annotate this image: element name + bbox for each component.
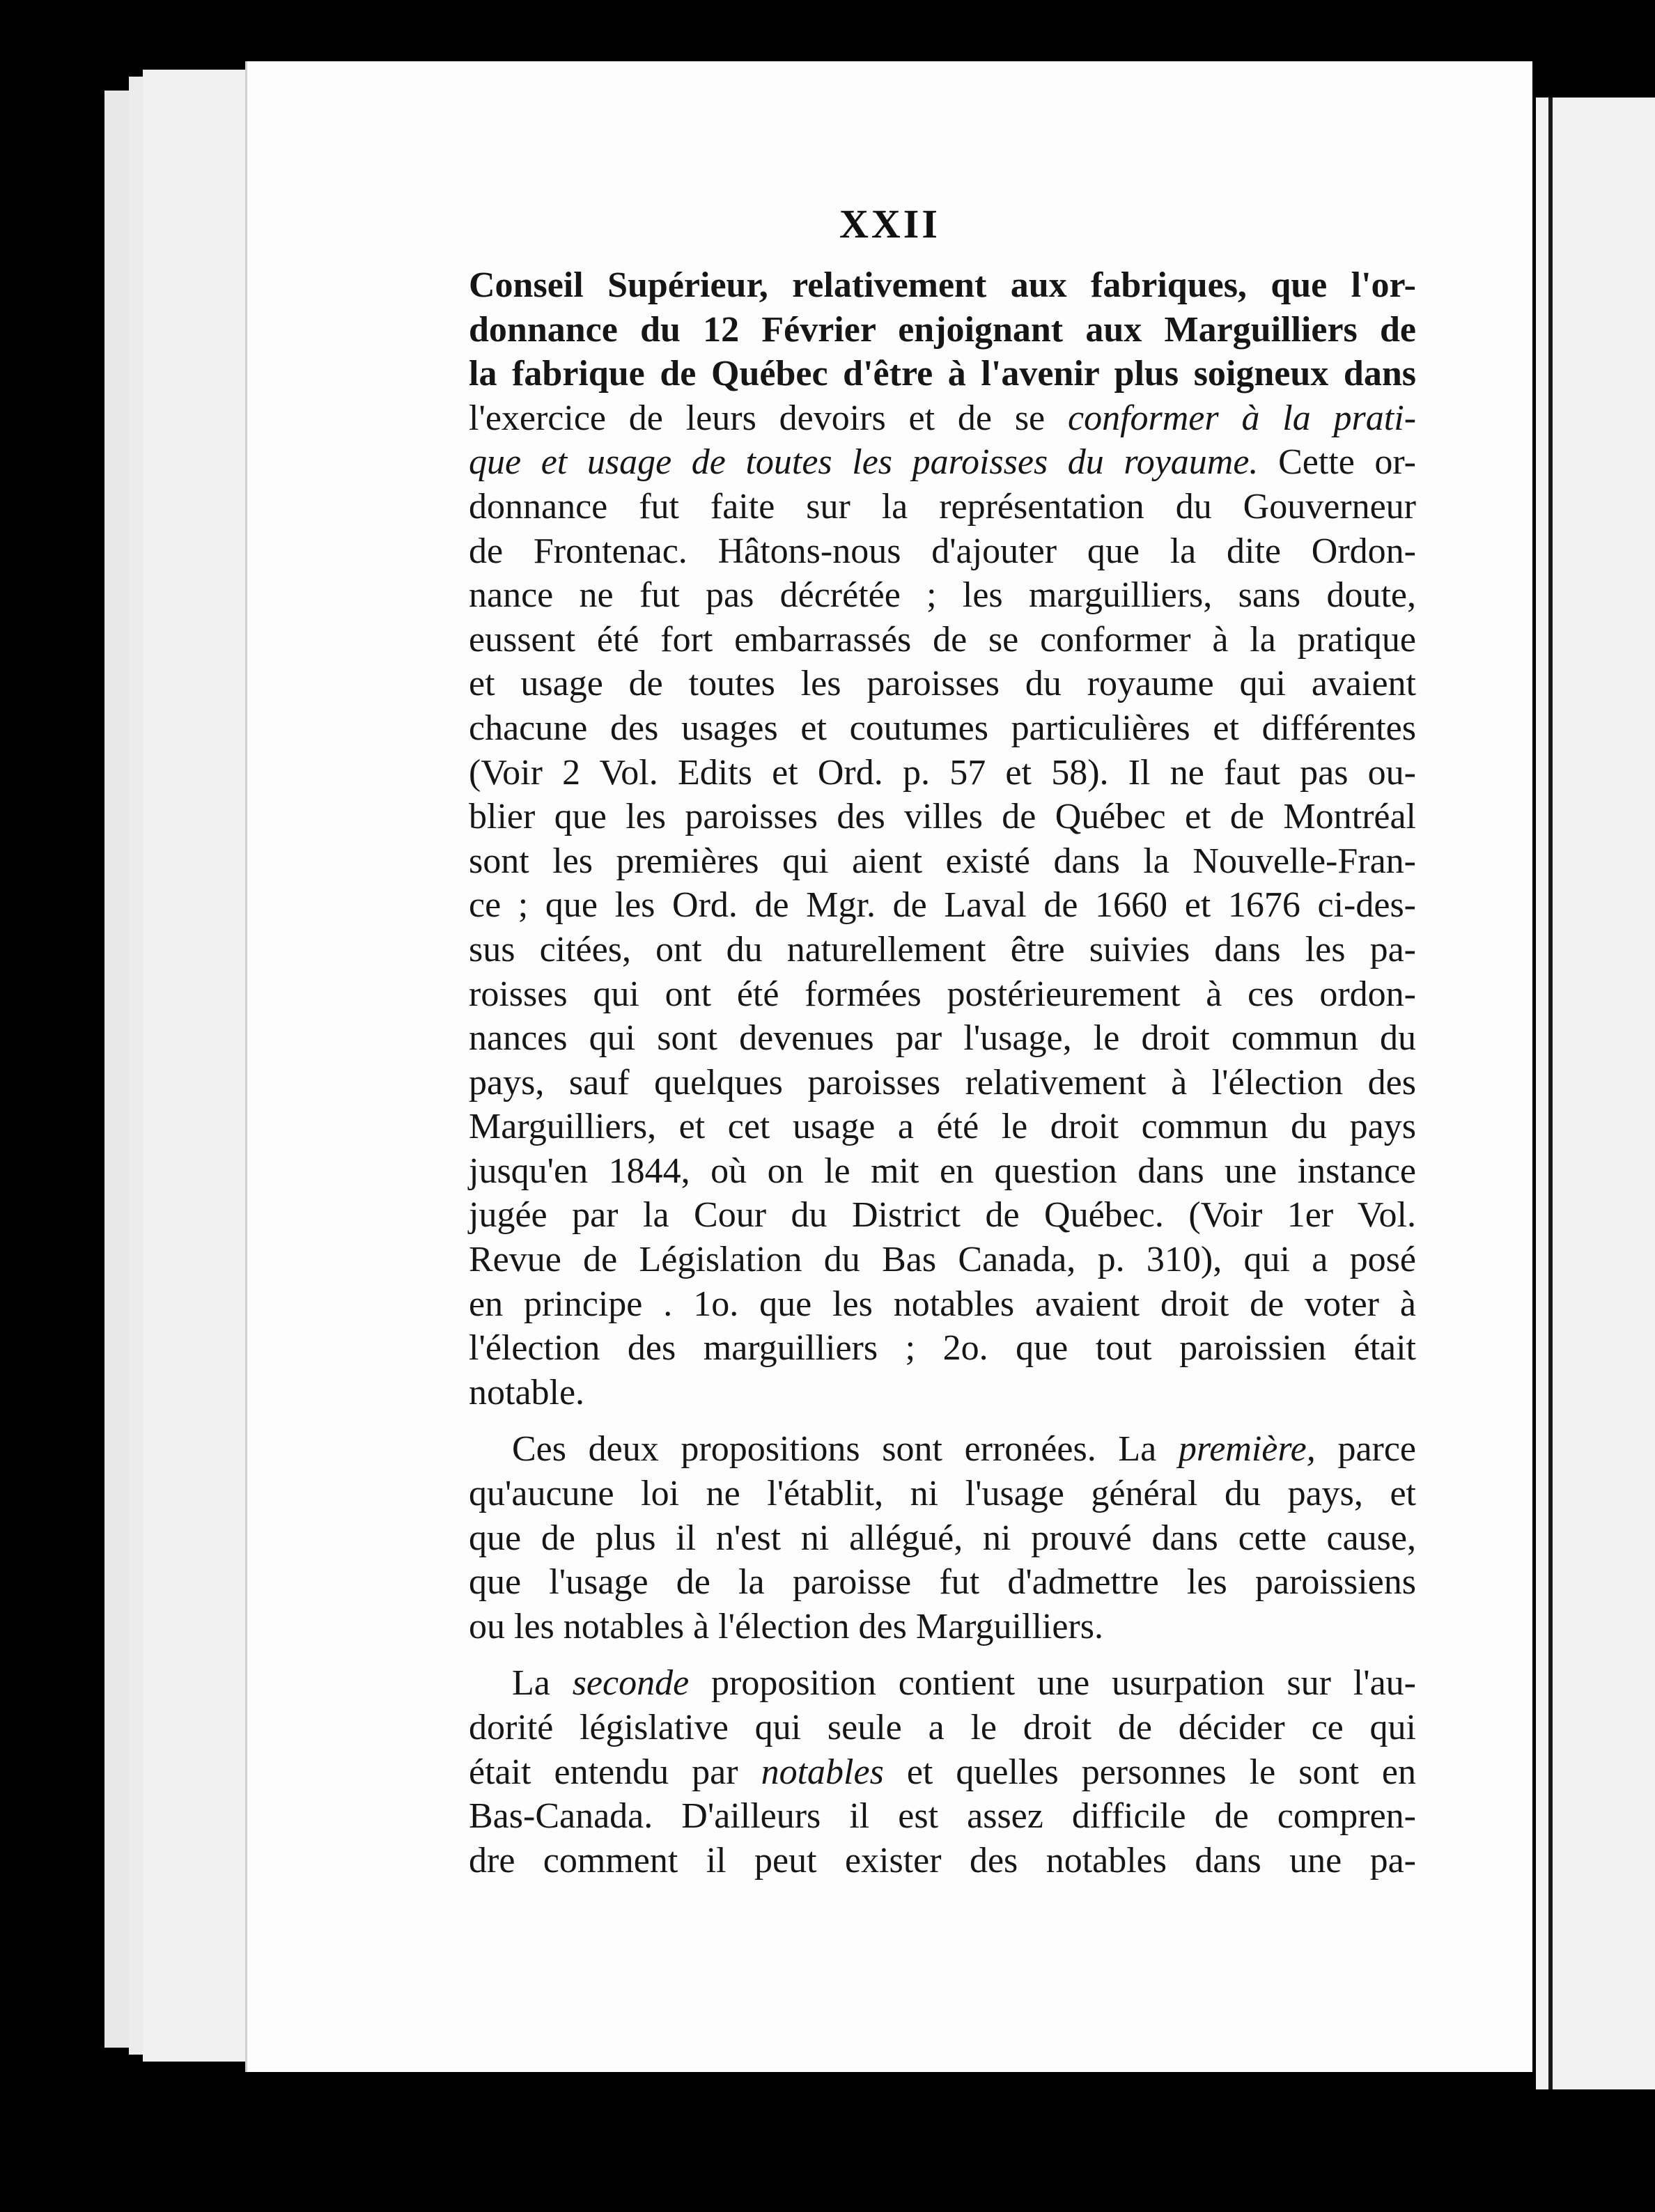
- italic-run: que et usage de toutes les paroisses du royaume.: [469, 442, 1259, 483]
- text-run: Ces deux propositions sont erronées. La: [512, 1429, 1157, 1470]
- text-line: ce ; que les Ord. de Mgr. de Laval de 1660 et 1676 ci-des-: [469, 885, 1416, 926]
- text-line: que l'usage de la paroisse fut d'admettre les paroissiens: [469, 1562, 1416, 1603]
- italic-run: première,: [1178, 1429, 1316, 1470]
- text-line: nance ne fut pas décrétée ; les marguilliers, sans doute,: [469, 575, 1416, 616]
- text-line: sus citées, ont du naturellement être suivies dans les pa-: [469, 929, 1416, 969]
- text-line: ou les notables à l'élection des Marguilliers.: [469, 1606, 1103, 1646]
- text-line: [469, 1750, 1416, 1795]
- text-line: notable.: [469, 1372, 585, 1412]
- text-line: donnance fut faite sur la représentation du Gouverneur: [469, 486, 1416, 527]
- text-line: sont les premières qui aient existé dans la Nouvelle-Fran-: [469, 841, 1416, 881]
- text-line: dorité législative qui seule a le droit de décider ce qui: [469, 1708, 1416, 1747]
- text-line: [469, 440, 1416, 485]
- text-line: [469, 1427, 1416, 1472]
- text-line: l'élection des marguilliers ; 2o. que tout paroissien était: [469, 1328, 1416, 1369]
- binding-crease: [1548, 98, 1553, 2089]
- text-line: dre comment il peut exister des notables dans une pa-: [469, 1840, 1416, 1880]
- text-line: (Voir 2 Vol. Edits et Ord. p. 57 et 58). Il ne faut pas ou-: [469, 752, 1416, 793]
- text-line: [469, 396, 1416, 441]
- facing-page-edge: [1536, 98, 1655, 2089]
- text-run: était entendu par: [469, 1752, 738, 1792]
- text-line: qu'aucune loi ne l'établit, ni l'usage général du pays, et: [469, 1474, 1416, 1514]
- text-run: proposition contient une usurpation sur l'au-: [711, 1663, 1416, 1704]
- text-run: l'exercice de leurs devoirs et de se: [469, 398, 1046, 438]
- italic-run: seconde: [572, 1663, 690, 1704]
- text-line: la fabrique de Québec d'être à l'avenir plus soigneux dans: [469, 354, 1416, 394]
- text-run: Cette or-: [1278, 442, 1417, 483]
- text-line: blier que les paroisses des villes de Québec et de Montréal: [469, 797, 1416, 837]
- text-line: jugée par la Cour du District de Québec. (Voir 1er Vol.: [469, 1195, 1416, 1236]
- paragraph: [469, 1427, 1416, 1649]
- text-line: Marguilliers, et cet usage a été le droit commun du pays: [469, 1107, 1416, 1147]
- text-line: en principe . 1o. que les notables avaient droit de voter à: [469, 1284, 1416, 1324]
- italic-run: notables: [761, 1752, 884, 1792]
- text-line: nances qui sont devenues par l'usage, le droit commun du: [469, 1018, 1416, 1059]
- text-run: et quelles personnes le sont en: [906, 1752, 1417, 1792]
- page-number: XXII: [839, 201, 940, 247]
- text-line: et usage de toutes les paroisses du royaume qui avaient: [469, 664, 1416, 704]
- page-text: [469, 263, 1416, 1883]
- text-line: Bas-Canada. D'ailleurs il est assez difficile de compren-: [469, 1796, 1416, 1837]
- text-line: donnance du 12 Février enjoignant aux Marguilliers de: [469, 309, 1416, 350]
- text-line: de Frontenac. Hâtons-nous d'ajouter que la dite Ordon-: [469, 531, 1416, 571]
- text-line: jusqu'en 1844, où on le mit en question dans une instance: [469, 1151, 1416, 1191]
- text-line: que de plus il n'est ni allégué, ni prouvé dans cette cause,: [469, 1518, 1416, 1558]
- text-run: La: [512, 1663, 550, 1704]
- text-run: parce: [1337, 1429, 1417, 1470]
- text-line: [469, 1661, 1416, 1706]
- book-page: [247, 61, 1532, 2072]
- text-line: roisses qui ont été formées postérieurement à ces ordon-: [469, 974, 1416, 1014]
- text-line: pays, sauf quelques paroisses relativement à l'élection des: [469, 1062, 1416, 1103]
- text-line: Conseil Supérieur, relativement aux fabriques, que l'or-: [469, 265, 1416, 305]
- italic-run: conformer à la prati-: [1067, 398, 1417, 438]
- text-line: eussent été fort embarrassés de se conformer à la pratique: [469, 619, 1416, 660]
- paragraph: [469, 1661, 1416, 1883]
- text-line: chacune des usages et coutumes particulières et différentes: [469, 708, 1416, 748]
- text-line: Revue de Législation du Bas Canada, p. 310), qui a posé: [469, 1240, 1416, 1280]
